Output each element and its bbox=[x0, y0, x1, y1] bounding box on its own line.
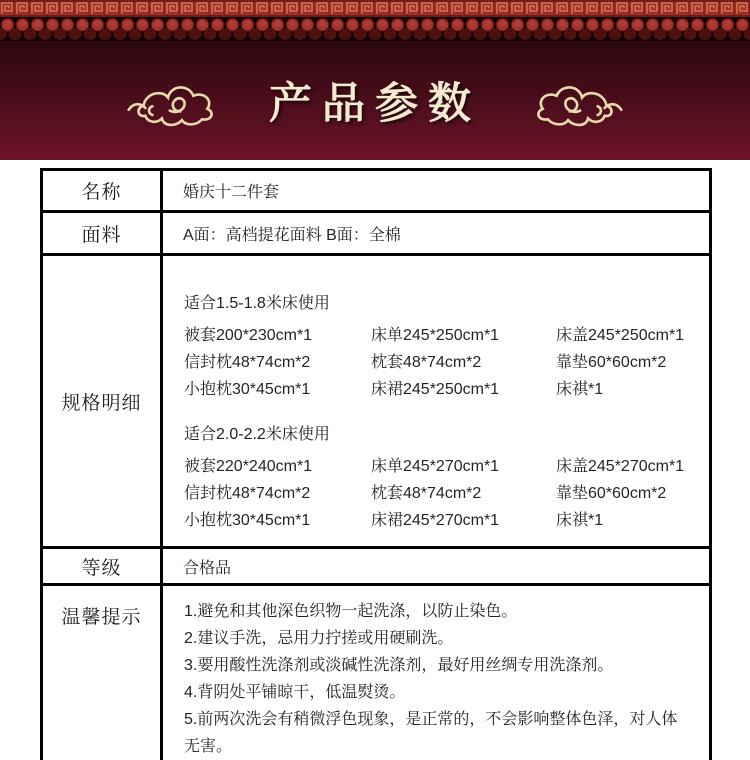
table-row-fabric bbox=[43, 210, 709, 253]
spec-item: 床盖245*270cm*1 bbox=[556, 458, 685, 475]
spec-item: 靠垫60*60cm*2 bbox=[556, 354, 667, 371]
table-row-grade bbox=[43, 546, 709, 583]
spec-group-2-grid bbox=[184, 457, 699, 531]
row-label-tips: 温馨提示 bbox=[43, 586, 163, 760]
spec-item: 床单245*270cm*1 bbox=[371, 458, 500, 475]
row-label-grade: 等级 bbox=[43, 549, 163, 583]
spec-item: 床盖245*250cm*1 bbox=[556, 327, 685, 344]
row-label-specs: 规格明细 bbox=[43, 256, 163, 546]
spec-item: 枕套48*74cm*2 bbox=[371, 485, 482, 502]
tip-item: 5.前两次洗会有稍微浮色现象，是正常的，不会影响整体色泽，对人体无害。 bbox=[184, 711, 678, 755]
spec-item: 信封枕48*74cm*2 bbox=[184, 354, 311, 371]
spec-item: 床裙245*250cm*1 bbox=[371, 381, 500, 398]
spec-item: 信封枕48*74cm*2 bbox=[184, 485, 311, 502]
row-value-fabric: A面：高档提花面料 B面：全棉 bbox=[183, 226, 401, 244]
product-parameters-table bbox=[40, 168, 712, 760]
spec-item: 枕套48*74cm*2 bbox=[371, 354, 482, 371]
spec-item: 床祺*1 bbox=[556, 381, 604, 398]
page-title: 产品参数 bbox=[269, 81, 481, 128]
row-label-name: 名称 bbox=[43, 171, 163, 210]
spec-group-2 bbox=[184, 421, 699, 531]
cloud-motif-left-icon bbox=[127, 72, 223, 130]
row-label-fabric: 面料 bbox=[43, 213, 163, 253]
banner-title-row bbox=[0, 41, 750, 160]
table-row-tips bbox=[43, 583, 709, 760]
banner bbox=[0, 0, 750, 160]
table-row-specs bbox=[43, 253, 709, 546]
spec-item: 靠垫60*60cm*2 bbox=[556, 485, 667, 502]
roof-tiles-icon bbox=[0, 17, 750, 41]
spec-group-2-title: 适合2.0-2.2米床使用 bbox=[184, 426, 330, 443]
spec-item: 床单245*250cm*1 bbox=[371, 327, 500, 344]
tips-list bbox=[163, 586, 709, 760]
tip-item: 4.背阴处平铺晾干，低温熨烫。 bbox=[184, 684, 406, 701]
tip-item: 3.要用酸性洗涤剂或淡碱性洗涤剂，最好用丝绸专用洗涤剂。 bbox=[184, 657, 614, 674]
spec-group-1 bbox=[184, 290, 699, 400]
tip-item: 2.建议手洗，忌用力拧搓或用硬刷洗。 bbox=[184, 630, 454, 647]
spec-item: 床裙245*270cm*1 bbox=[371, 512, 500, 529]
row-value-grade: 合格品 bbox=[183, 559, 232, 577]
spec-item: 小抱枕30*45cm*1 bbox=[184, 512, 311, 529]
spec-group-1-title: 适合1.5-1.8米床使用 bbox=[184, 295, 330, 312]
spec-item: 床祺*1 bbox=[556, 512, 604, 529]
row-value-name: 婚庆十二件套 bbox=[183, 184, 280, 201]
table-row-name bbox=[43, 171, 709, 210]
spec-group-1-grid bbox=[184, 326, 699, 400]
cloud-motif-right-icon bbox=[527, 72, 623, 130]
meander-border-icon bbox=[0, 0, 750, 17]
spec-item: 被套220*240cm*1 bbox=[184, 458, 313, 475]
tip-item: 1.避免和其他深色织物一起洗涤，以防止染色。 bbox=[184, 603, 518, 620]
spec-details bbox=[163, 256, 709, 546]
spec-item: 小抱枕30*45cm*1 bbox=[184, 381, 311, 398]
spec-item: 被套200*230cm*1 bbox=[184, 327, 313, 344]
